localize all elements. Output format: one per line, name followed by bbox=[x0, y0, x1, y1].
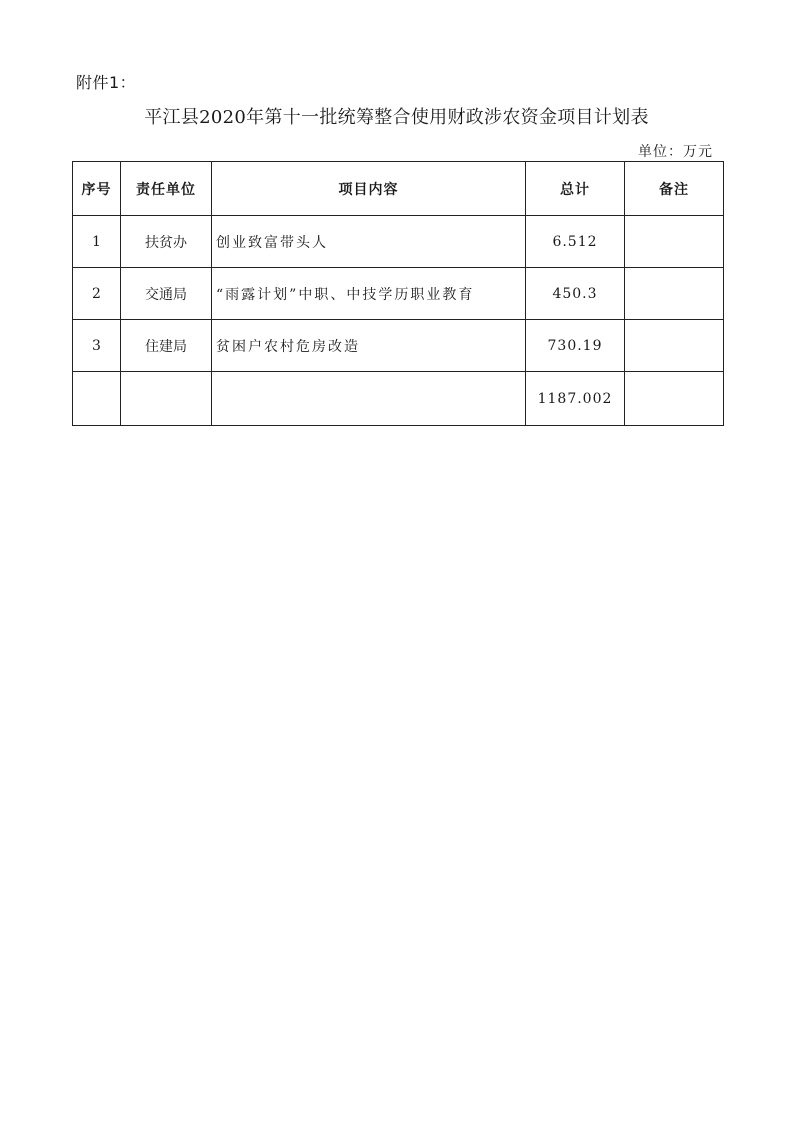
header-total: 总计 bbox=[526, 162, 625, 216]
cell-seq: 2 bbox=[73, 268, 121, 320]
cell-unit bbox=[121, 372, 212, 426]
table-header-row bbox=[73, 162, 724, 216]
cell-seq: 3 bbox=[73, 320, 121, 372]
attachment-label: 附件1： bbox=[76, 73, 137, 92]
document-title: 平江县2020年第十一批统筹整合使用财政涉农资金项目计划表 bbox=[144, 107, 649, 128]
cell-unit: 住建局 bbox=[121, 320, 212, 372]
cell-remark bbox=[625, 320, 724, 372]
cell-total: 6.512 bbox=[526, 216, 625, 268]
cell-total: 450.3 bbox=[526, 268, 625, 320]
table-row bbox=[73, 320, 724, 372]
cell-grand-total: 1187.002 bbox=[526, 372, 625, 426]
project-plan-table bbox=[72, 161, 724, 426]
table-total-row bbox=[73, 372, 724, 426]
cell-remark bbox=[625, 216, 724, 268]
cell-unit: 扶贫办 bbox=[121, 216, 212, 268]
cell-content bbox=[212, 372, 526, 426]
cell-remark bbox=[625, 372, 724, 426]
header-project-content: 项目内容 bbox=[212, 162, 526, 216]
header-seq: 序号 bbox=[73, 162, 121, 216]
cell-seq: 1 bbox=[73, 216, 121, 268]
cell-remark bbox=[625, 268, 724, 320]
cell-total: 730.19 bbox=[526, 320, 625, 372]
table-row bbox=[73, 268, 724, 320]
cell-content: “雨露计划”中职、中技学历职业教育 bbox=[212, 268, 526, 320]
unit-note: 单位：万元 bbox=[638, 144, 713, 160]
table-row bbox=[73, 216, 724, 268]
header-remark: 备注 bbox=[625, 162, 724, 216]
cell-unit: 交通局 bbox=[121, 268, 212, 320]
cell-content: 创业致富带头人 bbox=[212, 216, 526, 268]
header-responsible-unit: 责任单位 bbox=[121, 162, 212, 216]
cell-seq bbox=[73, 372, 121, 426]
cell-content: 贫困户农村危房改造 bbox=[212, 320, 526, 372]
